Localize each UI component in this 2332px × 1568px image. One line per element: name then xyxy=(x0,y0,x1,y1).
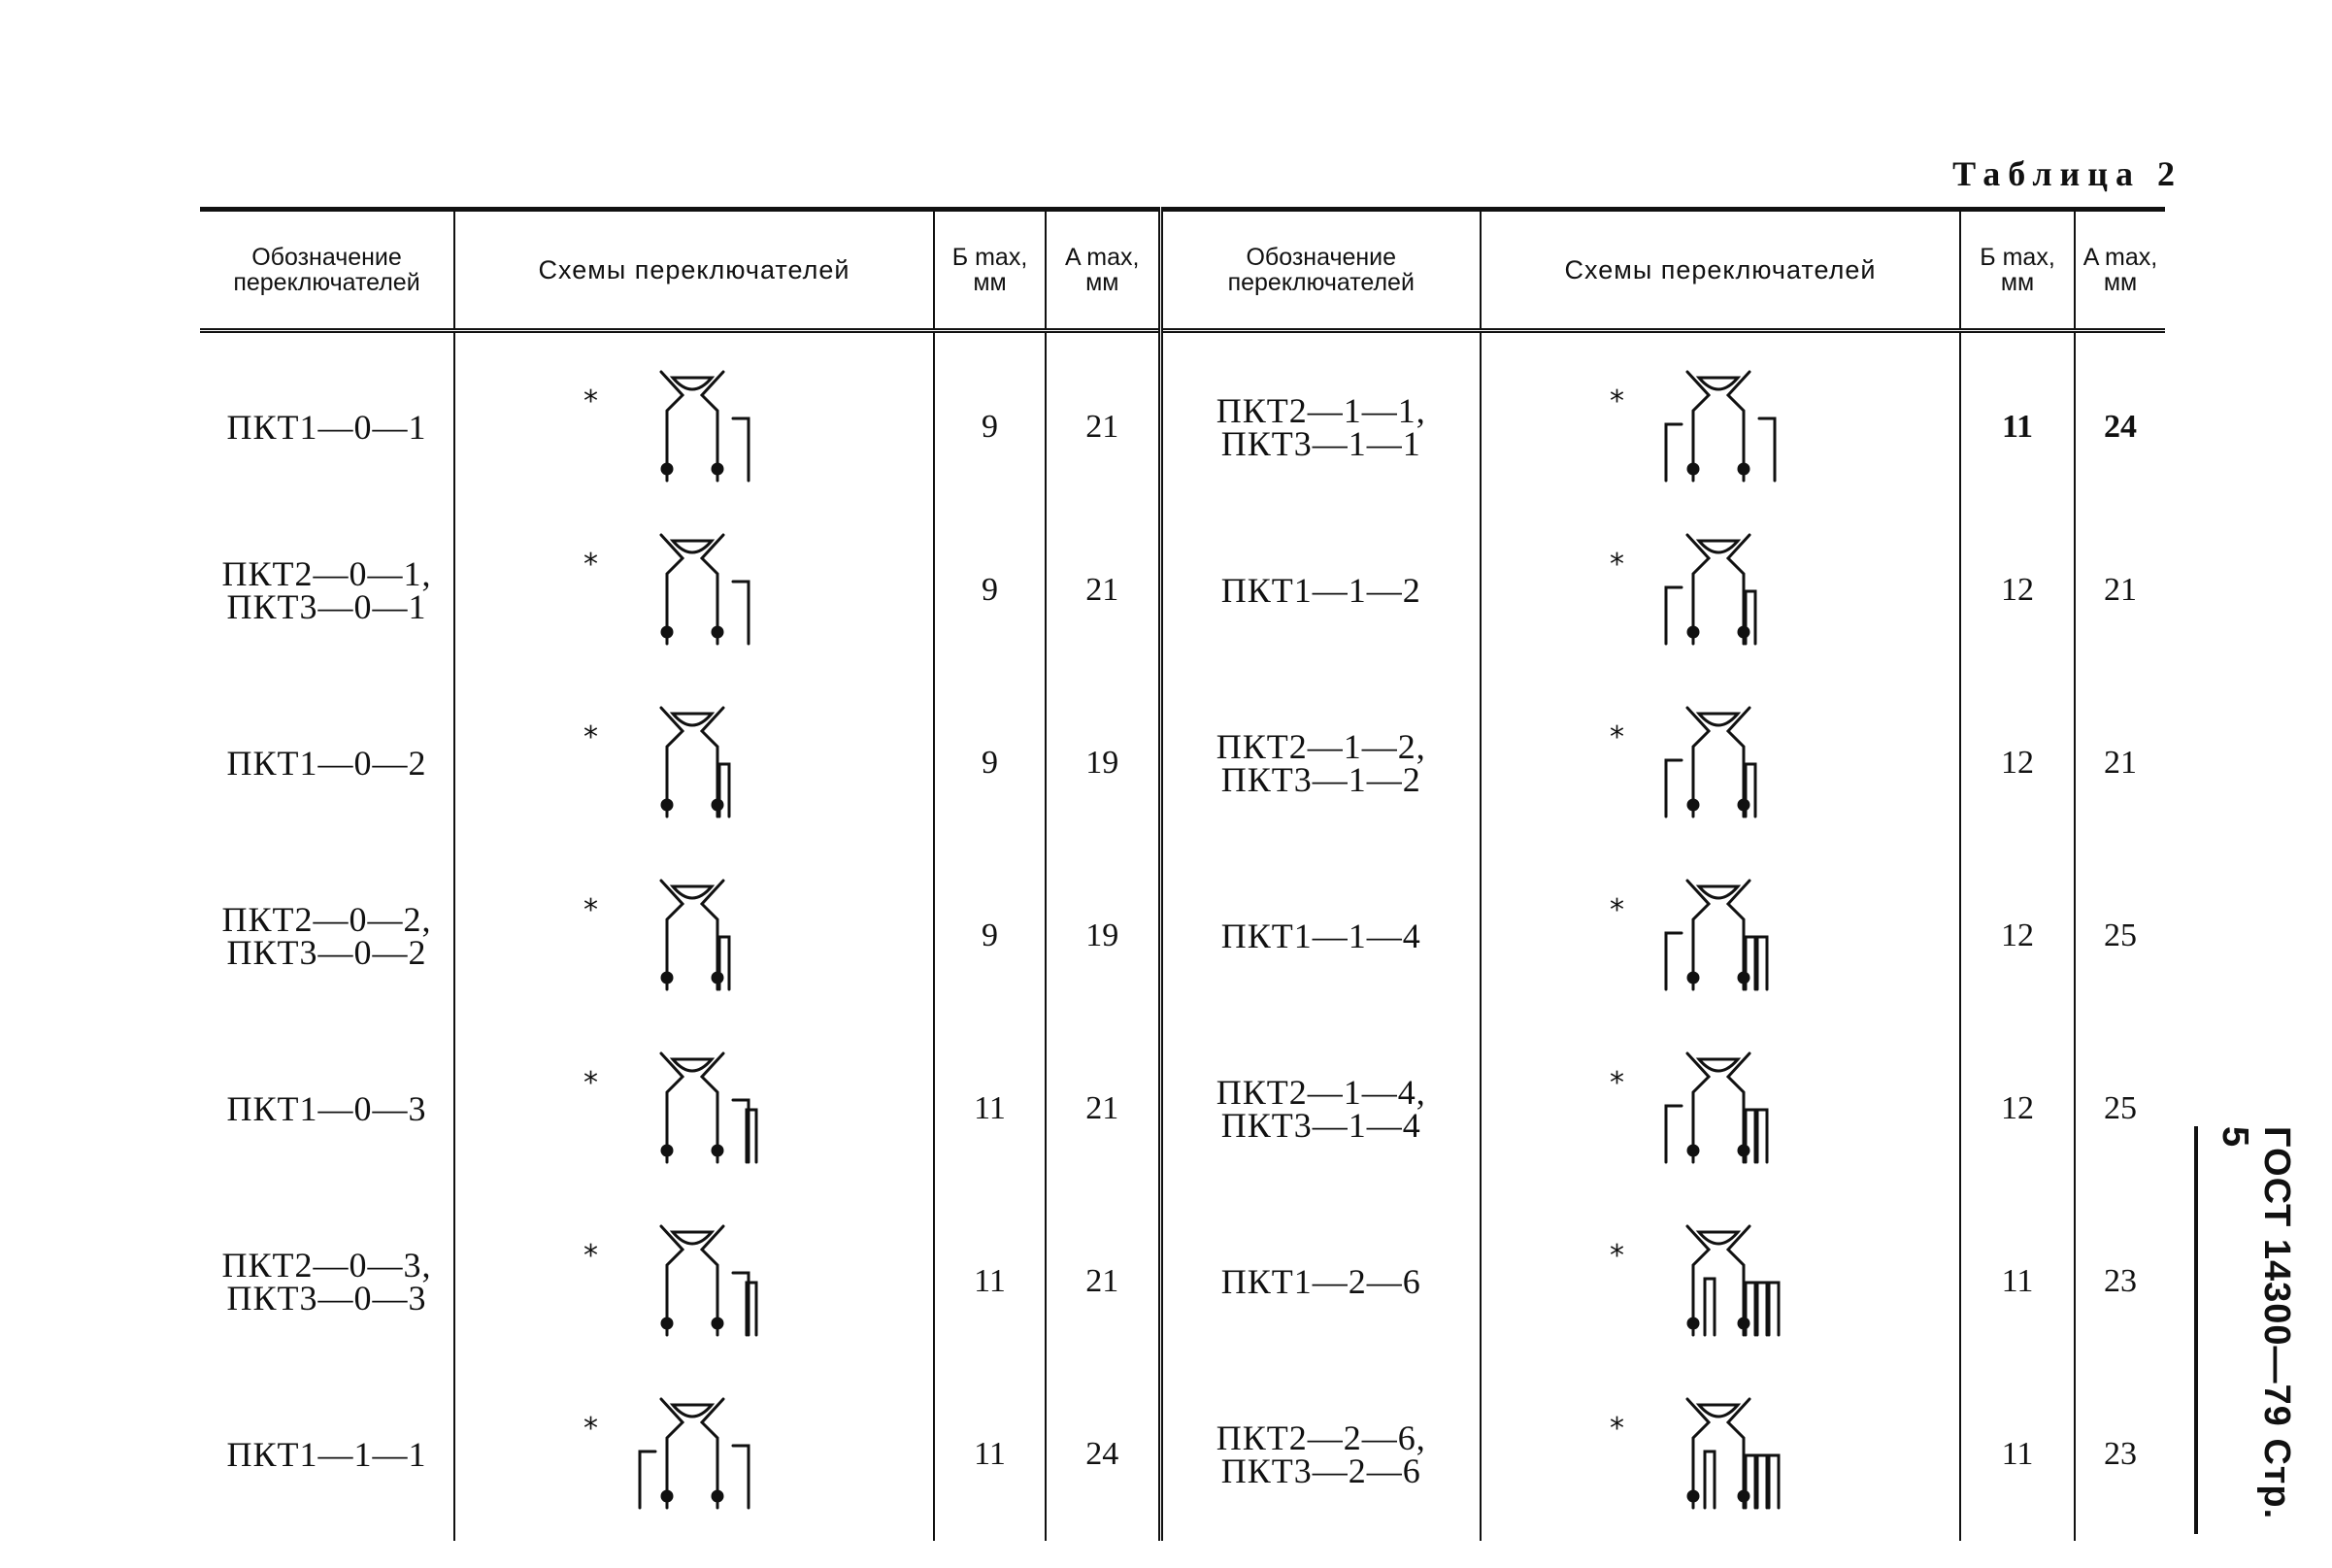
switch-scheme-drawing xyxy=(1604,360,1837,486)
designation-line: ПКТ3—1—2 xyxy=(1220,759,1421,799)
star-mark: * xyxy=(583,548,598,582)
star-mark: * xyxy=(1610,384,1624,419)
switch-scheme xyxy=(1604,1387,1837,1514)
designation-line: ПКТ1—2—6 xyxy=(1220,1261,1421,1301)
designation-line: ПКТ1—1—1 xyxy=(226,1434,427,1474)
switch-scheme-drawing xyxy=(578,523,811,650)
a-max-value: 24 xyxy=(1046,1368,1160,1541)
switch-designation xyxy=(200,677,454,850)
designation-line: ПКТ2—1—2, xyxy=(1216,726,1426,766)
switch-scheme-cell xyxy=(454,1195,934,1368)
designation-line: ПКТ3—1—4 xyxy=(1220,1105,1421,1145)
switch-scheme xyxy=(578,696,811,822)
b-max-value: 9 xyxy=(934,850,1046,1022)
a-max-value: 19 xyxy=(1046,677,1160,850)
table-row xyxy=(200,850,2165,1022)
switch-scheme-cell xyxy=(1481,1368,1960,1541)
switch-scheme-drawing xyxy=(1604,1215,1837,1341)
switch-scheme-drawing xyxy=(578,360,811,486)
header-bmax-left: Б max, мм xyxy=(934,210,1046,331)
table-row xyxy=(200,1195,2165,1368)
designation-line: ПКТ1—0—2 xyxy=(226,743,427,783)
a-max-value: 21 xyxy=(1046,504,1160,677)
switch-scheme-drawing xyxy=(1604,523,1837,650)
table-row xyxy=(200,504,2165,677)
switch-scheme xyxy=(1604,1042,1837,1168)
header-designation-left: Обозначение переключателей xyxy=(200,210,454,331)
b-max-value: 12 xyxy=(1960,1022,2075,1195)
a-max-value: 23 xyxy=(2104,1262,2137,1299)
switch-scheme-cell xyxy=(454,331,934,504)
star-mark: * xyxy=(1610,893,1624,927)
switch-scheme-drawing xyxy=(1604,696,1837,822)
designation-line: ПКТ1—0—1 xyxy=(226,407,427,447)
designation-line: ПКТ3—2—6 xyxy=(1220,1451,1421,1490)
a-max-value: 23 xyxy=(2104,1435,2137,1472)
a-max-value: 21 xyxy=(2104,744,2137,781)
switch-scheme xyxy=(1604,869,1837,995)
switch-scheme-drawing xyxy=(578,1387,811,1514)
star-mark: * xyxy=(583,1412,598,1446)
switch-designation xyxy=(200,504,454,677)
b-max-value: 11 xyxy=(934,1195,1046,1368)
switch-scheme-cell xyxy=(454,1368,934,1541)
switch-designation xyxy=(1160,1368,1481,1541)
header-row xyxy=(200,210,2165,331)
star-mark: * xyxy=(1610,1412,1624,1446)
b-max-value: 11 xyxy=(934,1022,1046,1195)
b-max-value: 12 xyxy=(1960,850,2075,1022)
star-mark: * xyxy=(583,1239,598,1273)
switch-designation xyxy=(200,331,454,504)
header-designation-right: Обозначение переключателей xyxy=(1160,210,1481,331)
b-max-value: 12 xyxy=(1960,504,2075,677)
designation-line: ПКТ2—1—1, xyxy=(1216,390,1426,430)
table-row xyxy=(200,677,2165,850)
switch-scheme-drawing xyxy=(578,696,811,822)
star-mark: * xyxy=(1610,1066,1624,1100)
switch-designation xyxy=(1160,331,1481,504)
side-label xyxy=(2194,1126,2297,1534)
switch-scheme xyxy=(1604,523,1837,650)
switch-scheme-drawing xyxy=(578,1042,811,1168)
designation-line: ПКТ1—1—2 xyxy=(1220,570,1421,610)
b-max-value: 11 xyxy=(1960,331,2075,504)
switch-scheme xyxy=(578,1387,811,1514)
switch-designation xyxy=(1160,1195,1481,1368)
star-mark: * xyxy=(583,384,598,419)
a-max-value: 25 xyxy=(2104,1089,2137,1126)
a-max-value: 25 xyxy=(2104,917,2137,953)
switch-scheme-drawing xyxy=(1604,869,1837,995)
designation-line: ПКТ2—2—6, xyxy=(1216,1418,1426,1457)
designation-line: ПКТ3—0—1 xyxy=(226,586,427,626)
b-max-value: 9 xyxy=(934,504,1046,677)
switch-designation xyxy=(1160,1022,1481,1195)
a-max-value: 24 xyxy=(2104,408,2137,445)
designation-line: ПКТ3—1—1 xyxy=(1220,423,1421,463)
switch-scheme-cell xyxy=(1481,677,1960,850)
header-schemes-right: Схемы переключателей xyxy=(1481,210,1960,331)
table-row xyxy=(200,1368,2165,1541)
switch-scheme-cell xyxy=(1481,504,1960,677)
table-row xyxy=(200,1022,2165,1195)
header-bmax-right: Б max, мм xyxy=(1960,210,2075,331)
switch-designation xyxy=(1160,677,1481,850)
header-schemes-left: Схемы переключателей xyxy=(454,210,934,331)
table-row xyxy=(200,331,2165,504)
designation-line: ПКТ2—0—2, xyxy=(221,899,432,939)
switch-scheme-drawing xyxy=(1604,1042,1837,1168)
table-body xyxy=(200,331,2165,1541)
switch-scheme xyxy=(578,360,811,486)
switch-scheme-cell xyxy=(1481,850,1960,1022)
switch-designation xyxy=(200,1195,454,1368)
switch-designation xyxy=(200,1368,454,1541)
star-mark: * xyxy=(583,720,598,754)
switch-scheme-drawing xyxy=(1604,1387,1837,1514)
header-amax-right: A max, мм xyxy=(2082,244,2158,296)
designation-line: ПКТ1—1—4 xyxy=(1220,916,1421,955)
b-max-value: 11 xyxy=(1960,1368,2075,1541)
switch-scheme xyxy=(578,869,811,995)
switch-scheme xyxy=(578,1042,811,1168)
switch-scheme xyxy=(1604,1215,1837,1341)
switch-scheme xyxy=(1604,696,1837,822)
b-max-value: 11 xyxy=(934,1368,1046,1541)
switch-designation xyxy=(1160,850,1481,1022)
a-max-value: 21 xyxy=(1046,1195,1160,1368)
a-max-value: 21 xyxy=(1046,331,1160,504)
star-mark: * xyxy=(1610,720,1624,754)
star-mark: * xyxy=(1610,548,1624,582)
switch-scheme-cell xyxy=(454,1022,934,1195)
star-mark: * xyxy=(583,893,598,927)
switch-designation xyxy=(200,1022,454,1195)
designation-line: ПКТ2—0—1, xyxy=(221,553,432,593)
a-max-value: 21 xyxy=(1046,1022,1160,1195)
switch-scheme xyxy=(578,523,811,650)
designation-line: ПКТ3—0—3 xyxy=(226,1278,427,1318)
b-max-value: 9 xyxy=(934,677,1046,850)
switch-scheme-cell xyxy=(1481,1195,1960,1368)
switch-scheme-cell xyxy=(1481,1022,1960,1195)
switch-designation xyxy=(1160,504,1481,677)
b-max-value: 12 xyxy=(1960,677,2075,850)
switch-scheme xyxy=(1604,360,1837,486)
star-mark: * xyxy=(1610,1239,1624,1273)
designation-line: ПКТ1—0—3 xyxy=(226,1088,427,1128)
designation-line: ПКТ2—0—3, xyxy=(221,1245,432,1284)
designation-line: ПКТ2—1—4, xyxy=(1216,1072,1426,1112)
designation-line: ПКТ3—0—2 xyxy=(226,932,427,972)
a-max-value: 21 xyxy=(2104,571,2137,608)
switch-scheme-cell xyxy=(1481,331,1960,504)
b-max-value: 9 xyxy=(934,331,1046,504)
switch-scheme-drawing xyxy=(578,1215,811,1341)
star-mark: * xyxy=(583,1066,598,1100)
switch-scheme-cell xyxy=(454,504,934,677)
table-title: Таблица 2 xyxy=(1952,154,2182,193)
switch-table xyxy=(200,207,2165,1541)
switch-scheme-cell xyxy=(454,850,934,1022)
switch-scheme-drawing xyxy=(578,869,811,995)
switch-scheme-cell xyxy=(454,677,934,850)
switch-designation xyxy=(200,850,454,1022)
switch-scheme xyxy=(578,1215,811,1341)
side-label-text: ГОСТ 14300—79 Стр. 5 xyxy=(2215,1126,2297,1520)
header-amax-left: A max, мм xyxy=(1046,210,1160,331)
a-max-value: 19 xyxy=(1046,850,1160,1022)
b-max-value: 11 xyxy=(1960,1195,2075,1368)
